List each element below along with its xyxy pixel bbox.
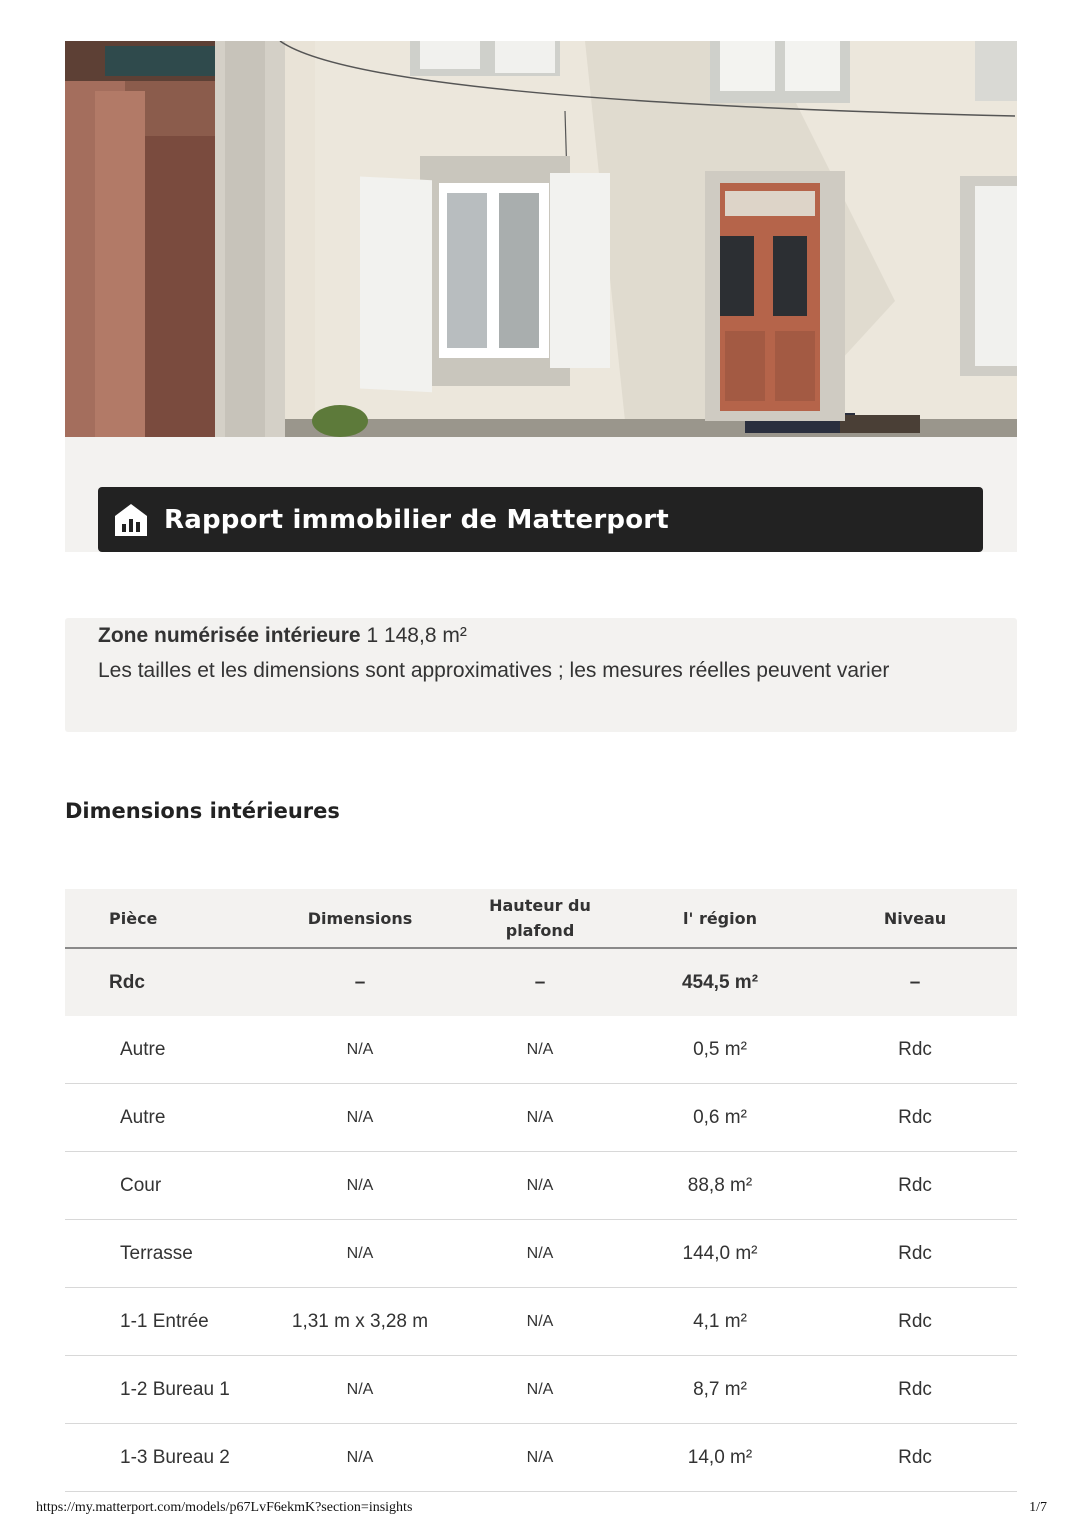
header-level: Niveau	[883, 908, 947, 928]
room-height: N/A	[526, 1041, 554, 1058]
section-title: Dimensions intérieures	[65, 799, 340, 823]
footer-url-link[interactable]: https://my.matterport.com/models/p67LvF6ekmK?section=insights	[36, 1500, 413, 1515]
room-area: 14,0 m²	[687, 1447, 753, 1468]
room-dimensions: 1,31 m x 3,28 m	[291, 1311, 429, 1332]
room-level: Rdc	[898, 1447, 932, 1468]
room-area: 8,7 m²	[693, 1379, 747, 1400]
table-header	[65, 889, 1017, 949]
approximation-note: Les tailles et les dimensions sont approximatives ; les mesures réelles peuvent varier	[98, 659, 890, 682]
group-dimensions: –	[354, 972, 366, 993]
table-row-group	[65, 949, 1017, 1016]
room-dimensions: N/A	[346, 1245, 374, 1262]
group-name: Rdc	[109, 972, 145, 993]
room-height: N/A	[526, 1245, 554, 1262]
header-room: Pièce	[109, 908, 158, 928]
scanned-area-summary	[65, 618, 1017, 732]
table-row	[65, 1016, 1017, 1084]
room-level: Rdc	[898, 1379, 932, 1400]
scanned-area-line	[98, 624, 467, 648]
report-title-banner	[98, 487, 983, 552]
property-photo	[65, 41, 1017, 437]
room-area: 144,0 m²	[682, 1243, 758, 1264]
report-title: Rapport immobilier de Matterport	[164, 504, 669, 535]
scanned-area-value: 1 148,8 m²	[366, 624, 467, 647]
room-level: Rdc	[898, 1311, 932, 1332]
page-number: 1/7	[1029, 1500, 1047, 1515]
room-height: N/A	[526, 1449, 554, 1466]
table-row	[65, 1220, 1017, 1288]
room-name: 1-3 Bureau 2	[120, 1447, 230, 1468]
room-name: Autre	[120, 1039, 166, 1060]
room-height: N/A	[526, 1381, 554, 1398]
room-name: Terrasse	[120, 1243, 193, 1264]
room-name: 1-1 Entrée	[120, 1311, 209, 1332]
table-row	[65, 1356, 1017, 1424]
room-level: Rdc	[898, 1175, 932, 1196]
table-row	[65, 1152, 1017, 1220]
room-height: N/A	[526, 1177, 554, 1194]
group-height: –	[534, 972, 546, 993]
house-chart-icon	[113, 502, 149, 538]
room-dimensions: N/A	[346, 1449, 374, 1466]
header-ceiling-height: Hauteur du plafond	[489, 896, 591, 940]
group-area: 454,5 m²	[681, 972, 759, 993]
room-area: 0,6 m²	[693, 1107, 747, 1128]
room-dimensions: N/A	[346, 1041, 374, 1058]
room-area: 0,5 m²	[693, 1039, 747, 1060]
room-area: 4,1 m²	[693, 1311, 747, 1332]
room-dimensions: N/A	[346, 1381, 374, 1398]
report-header-section	[65, 437, 1017, 552]
room-name: Autre	[120, 1107, 166, 1128]
room-dimensions: N/A	[346, 1109, 374, 1126]
room-level: Rdc	[898, 1039, 932, 1060]
room-dimensions: N/A	[346, 1177, 374, 1194]
table-row	[65, 1424, 1017, 1492]
header-dimensions: Dimensions	[307, 908, 413, 928]
header-area: l' région	[682, 908, 757, 928]
table-row	[65, 1084, 1017, 1152]
table-row	[65, 1288, 1017, 1356]
group-level: –	[909, 972, 921, 993]
scanned-area-label: Zone numérisée intérieure	[98, 624, 361, 647]
room-name: Cour	[120, 1175, 162, 1196]
room-height: N/A	[526, 1313, 554, 1330]
room-name: 1-2 Bureau 1	[120, 1379, 230, 1400]
room-level: Rdc	[898, 1107, 932, 1128]
room-height: N/A	[526, 1109, 554, 1126]
room-level: Rdc	[898, 1243, 932, 1264]
dimensions-table	[65, 889, 1017, 1492]
room-area: 88,8 m²	[687, 1175, 753, 1196]
